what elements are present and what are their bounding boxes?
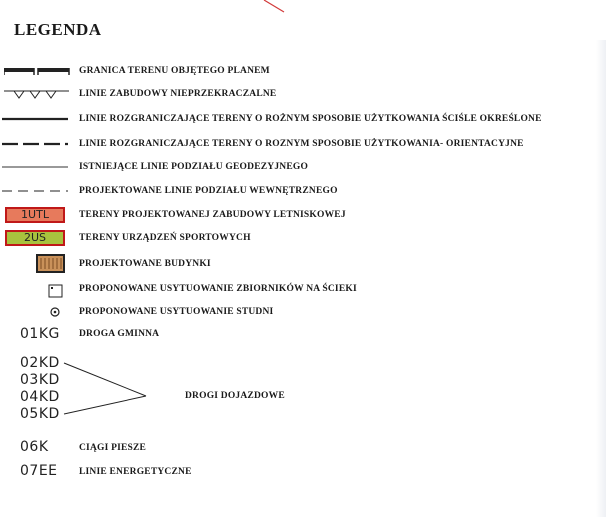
boundary-line-symbol xyxy=(4,66,70,76)
legend-row-us xyxy=(0,229,606,249)
legend-row-approx-lines xyxy=(0,136,606,156)
building-line-symbol xyxy=(4,88,70,102)
building-icon xyxy=(36,254,66,274)
legend-row-building-lines xyxy=(0,86,606,106)
road-code: 04KD xyxy=(20,389,60,405)
legend-label: LINIE ZABUDOWY NIEPRZEKRACZALNE xyxy=(79,89,277,99)
legend-label: LINIE ROZGRANICZAJĄCE TERENY O ROZNYM SPOSOBIE UŻYTKOWANIA- ORIENTACYJNE xyxy=(79,139,524,149)
legend-row-road-piesze xyxy=(0,438,606,458)
legend-row-well xyxy=(0,303,606,323)
zone-us-swatch: 2US xyxy=(5,230,65,246)
legend-label: GRANICA TERENU OBJĘTEGO PLANEM xyxy=(79,66,270,76)
legend-row-strict-lines xyxy=(0,111,606,131)
scan-edge xyxy=(596,40,606,517)
legend-title: LEGENDA xyxy=(14,20,102,39)
legend-label: DROGA GMINNA xyxy=(79,329,160,339)
road-code: 07EE xyxy=(20,463,58,479)
road-code: 05KD xyxy=(20,406,60,422)
bracket-arrow-icon xyxy=(62,360,152,418)
legend-label: LINIE ENERGETYCZNE xyxy=(79,467,192,477)
legend-label: PROPONOWANE USYTUOWANIE STUDNI xyxy=(79,307,274,317)
legend-row-septic xyxy=(0,281,606,301)
thin-line-symbol xyxy=(2,164,70,170)
road-code: 03KD xyxy=(20,372,60,388)
solid-line-symbol xyxy=(2,116,70,122)
septic-tank-icon xyxy=(48,283,64,299)
legend-row-road-gminna xyxy=(0,325,606,345)
legend-row-internal-division xyxy=(0,183,606,203)
legend-row-energy xyxy=(0,462,606,482)
road-code: 06K xyxy=(20,439,49,455)
road-code: 01KG xyxy=(20,326,60,342)
road-code: 02KD xyxy=(20,355,60,371)
legend-label: CIĄGI PIESZE xyxy=(79,443,147,453)
dashed-thick-line-symbol xyxy=(2,141,70,147)
legend-label: PROJEKTOWANE BUDYNKI xyxy=(79,259,211,269)
legend-label: TERENY PROJEKTOWANEJ ZABUDOWY LETNISKOWEJ xyxy=(79,210,346,220)
legend-label: TERENY URZĄDZEŃ SPORTOWYCH xyxy=(79,233,251,243)
legend-row-boundary xyxy=(0,63,606,83)
zone-utl-swatch: 1UTL xyxy=(5,207,65,223)
legend-label: PROJEKTOWANE LINIE PODZIAŁU WEWNĘTRZNEGO xyxy=(79,186,338,196)
legend-row-geodetic xyxy=(0,159,606,179)
legend-row-utl xyxy=(0,206,606,226)
red-mark xyxy=(262,0,288,14)
legend-label: LINIE ROZGRANICZAJĄCE TERENY O ROŻNYM SPOSOBIE UŻYTKOWANIA ŚCIŚLE OKREŚLONE xyxy=(79,114,542,124)
legend-row-buildings xyxy=(0,254,606,274)
legend-label: PROPONOWANE USYTUOWANIE ZBIORNIKÓW NA ŚCIEKI xyxy=(79,284,357,294)
legend-label: ISTNIEJĄCE LINIE PODZIAŁU GEODEZYJNEGO xyxy=(79,162,309,172)
dashed-thin-line-symbol xyxy=(2,188,70,194)
well-icon xyxy=(49,306,61,318)
legend-label: DROGI DOJAZDOWE xyxy=(185,391,285,401)
